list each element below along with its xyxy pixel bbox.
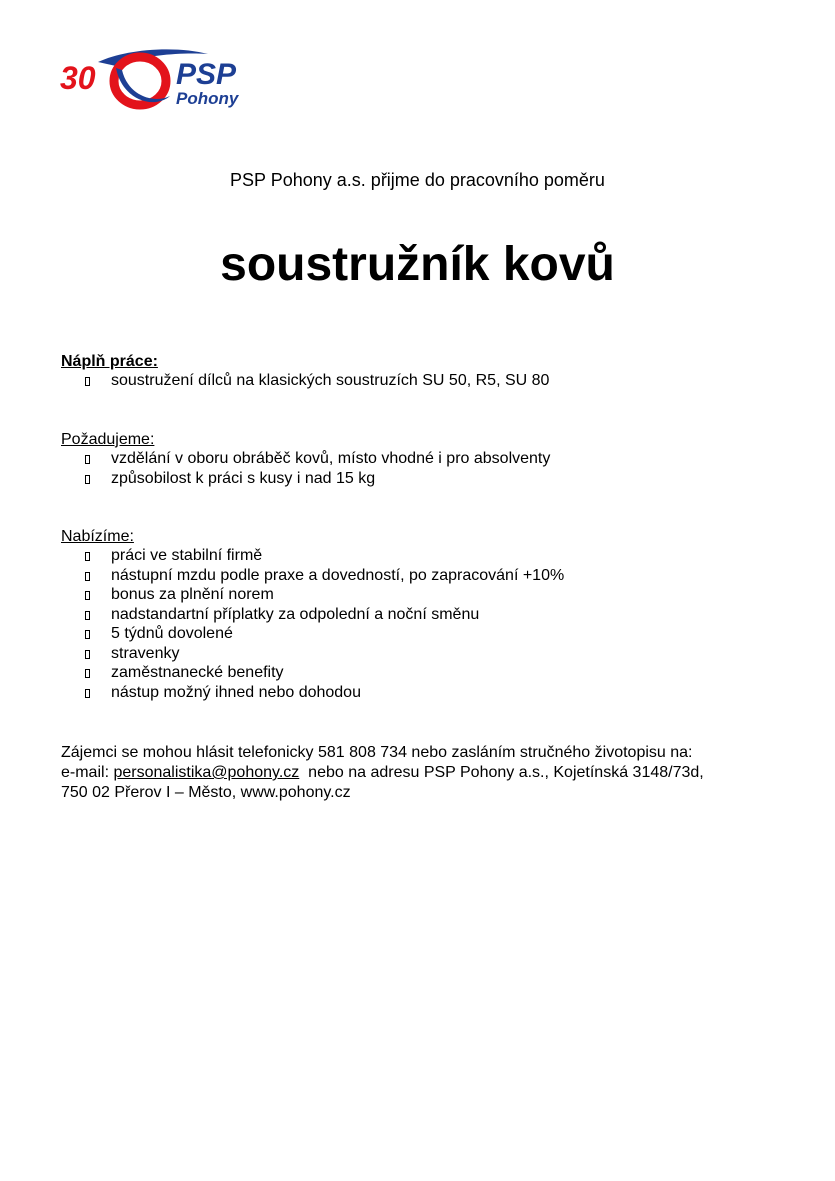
contact-line: 750 02 Přerov I – Město, www.pohony.cz — [61, 784, 351, 801]
bullet-icon — [85, 377, 90, 386]
job-title: soustružník kovů — [220, 238, 615, 291]
bullet-icon — [85, 552, 90, 561]
bullet-icon — [85, 475, 90, 484]
list-item: nástup možný ihned nebo dohodou — [61, 683, 801, 703]
list-item: soustružení dílců na klasických soustruzích SU 50, R5, SU 80 — [61, 371, 801, 391]
logo-brand: PSP — [176, 58, 237, 91]
section-heading: Náplň práce: — [61, 353, 158, 370]
contact-line: e-mail: personalistika@pohony.cz nebo na adresu PSP Pohony a.s., Kojetínská 3148/73d, — [61, 764, 704, 781]
bullet-icon — [85, 572, 90, 581]
company-logo — [58, 48, 273, 112]
bullet-icon — [85, 669, 90, 678]
contact-line: Zájemci se mohou hlásit telefonicky 581 808 734 nebo zasláním stručného životopisu na: — [61, 744, 693, 761]
section-job-description — [61, 352, 801, 391]
section-requirements — [61, 430, 801, 488]
email-link[interactable]: personalistika@pohony.cz — [113, 764, 300, 781]
logo-sub: Pohony — [176, 89, 239, 108]
bullet-list — [61, 371, 801, 391]
list-item: 5 týdnů dovolené — [61, 624, 801, 644]
list-item: zaměstnanecké benefity — [61, 663, 801, 683]
bullet-icon — [85, 689, 90, 698]
list-item: nadstandartní příplatky za odpolední a noční směnu — [61, 605, 801, 625]
psp-pohony-logo — [58, 48, 273, 112]
list-item: nástupní mzdu podle praxe a dovedností, po zapracování +10% — [61, 566, 801, 586]
section-offers — [61, 527, 801, 702]
section-heading: Nabízíme: — [61, 528, 134, 545]
bullet-icon — [85, 650, 90, 659]
bullet-icon — [85, 630, 90, 639]
bullet-list — [61, 546, 801, 702]
contact-info — [61, 743, 801, 803]
list-item: práci ve stabilní firmě — [61, 546, 801, 566]
bullet-list — [61, 449, 801, 488]
list-item: stravenky — [61, 644, 801, 664]
logo-number: 30 — [60, 60, 96, 96]
list-item: bonus za plnění norem — [61, 585, 801, 605]
section-heading: Požadujeme: — [61, 431, 155, 448]
bullet-icon — [85, 455, 90, 464]
bullet-icon — [85, 591, 90, 600]
list-item: vzdělání v oboru obráběč kovů, místo vhodné i pro absolventy — [61, 449, 801, 469]
list-item: způsobilost k práci s kusy i nad 15 kg — [61, 469, 801, 489]
bullet-icon — [85, 611, 90, 620]
intro-text: PSP Pohony a.s. přijme do pracovního poměru — [230, 170, 605, 190]
